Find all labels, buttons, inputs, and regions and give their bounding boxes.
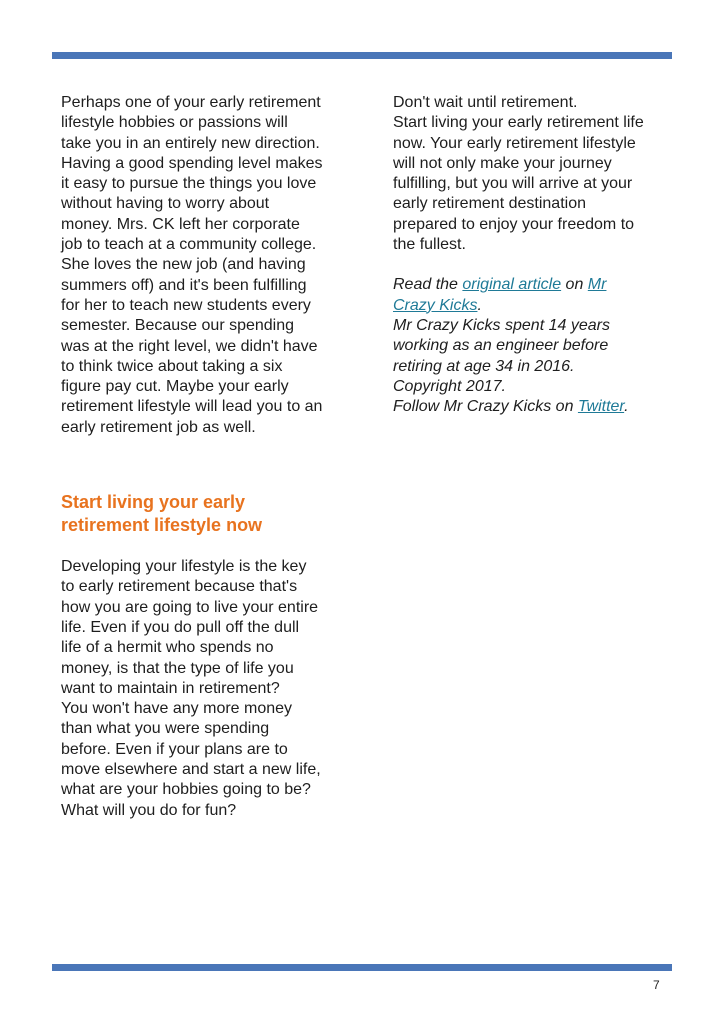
read-original-line: Read the original article on Mr Crazy Kicks. bbox=[393, 276, 607, 314]
right-column bbox=[393, 93, 668, 417]
page-number: 7 bbox=[653, 978, 660, 992]
author-bio: Mr Crazy Kicks spent 14 years working as an engineer before retiring at age 34 in 2016. Copyright 2017. bbox=[393, 316, 610, 395]
section-heading: Start living your early retirement lifestyle now bbox=[61, 492, 263, 536]
follow-line: Follow Mr Crazy Kicks on Twitter. bbox=[393, 398, 629, 416]
left-column bbox=[61, 93, 346, 821]
bottom-divider-bar bbox=[52, 964, 672, 971]
article-credits bbox=[393, 275, 668, 417]
original-article-link[interactable]: original article bbox=[462, 276, 562, 294]
twitter-link[interactable]: Twitter bbox=[577, 398, 625, 416]
top-divider-bar bbox=[52, 52, 672, 59]
body-paragraph-lifestyle-hobbies: Perhaps one of your early retirement lifestyle hobbies or passions will take you in an entirely new direction. Having a good spending level makes it easy to pursue the things you love without having to worry about money. Mrs. CK left her corporate job to teach at a community college. She loves the new job (and having summers off) and it's been fulfilling for her to teach new students every semester. Because our spending was at the right level, we didn't have to think twice about taking a six figure pay cut. Maybe your early retirement lifestyle will lead you to an early retirement job as well. bbox=[61, 94, 323, 436]
author-link[interactable]: Mr Crazy Kicks bbox=[393, 276, 607, 314]
body-paragraph-dont-wait: Don't wait until retirement. Start living your early retirement life now. Your early retirement lifestyle will not only make your journey fulfilling, but you will arrive at your early retirement destination prepared to enjoy your freedom to the fullest. bbox=[393, 94, 644, 254]
body-paragraph-developing-lifestyle: Developing your lifestyle is the key to early retirement because that's how you are going to live your entire life. Even if you do pull off the dull life of a hermit who spends no money, is that the type of life you want to maintain in retirement? You won't have any more money than what you were spending before. Even if your plans are to move elsewhere and start a new life, what are your hobbies going to be? What will you do for fun? bbox=[61, 558, 321, 819]
